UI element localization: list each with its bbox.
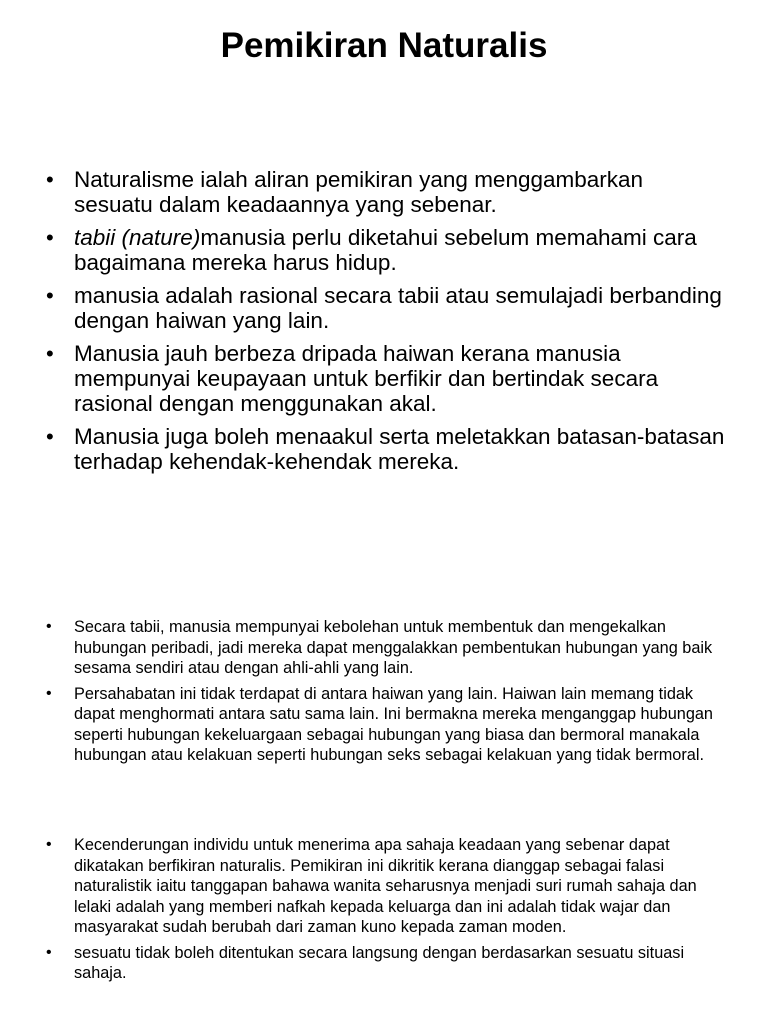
list-item-text-rest: manusia perlu diketahui sebelum memahami cara bagaimana mereka harus hidup.: [74, 225, 697, 275]
detail-bullet-list-2: [46, 835, 726, 989]
list-item-text: manusia adalah rasional secara tabii atau semulajadi berbanding dengan haiwan yang lain.: [74, 283, 722, 333]
italic-term: tabii (nature): [74, 225, 201, 250]
list-item: [46, 617, 726, 679]
main-bullet-list: [46, 167, 726, 482]
list-item-text: Naturalisme ialah aliran pemikiran yang menggambarkan sesuatu dalam keadaannya yang sebenar.: [74, 167, 644, 217]
bullet-icon: •: [46, 836, 52, 853]
list-item: [46, 283, 726, 333]
list-item-text: [74, 225, 726, 275]
detail-bullet-list-1: [46, 617, 726, 771]
list-item: [46, 167, 726, 217]
bullet-icon: •: [46, 283, 54, 308]
list-item-text: Kecenderungan individu untuk menerima apa sahaja keadaan yang sebenar dapat dikatakan berfikiran naturalis. Pemikiran ini dikritik kerana dianggap sebagai falasi naturalistik iaitu tanggapan bahawa wanita seharusnya menjadi suri rumah sahaja dan lelaki adalah yang memberi nafkah kepada keluarga dan ini adalah tidak wajar dan masyarakat sudah berubah dari zaman kuno kepada zaman moden.: [74, 836, 697, 936]
bullet-icon: •: [46, 225, 54, 250]
list-item-text: Persahabatan ini tidak terdapat di antara haiwan yang lain. Haiwan lain memang tidak dapat menghormati antara satu sama lain. Ini bermakna mereka menganggap hubungan seperti hubungan kekeluargaan sebagai hubungan yang biasa dan bermoral manakala hubungan atau kelakuan seperti hubungan seks sebagai kelakuan yang tidak bermoral.: [74, 684, 713, 764]
list-item: [46, 684, 726, 766]
list-item: [46, 835, 726, 938]
list-item-text: Manusia juga boleh menaakul serta meletakkan batasan-batasan terhadap kehendak-kehendak mereka.: [74, 424, 725, 474]
bullet-icon: •: [46, 943, 52, 961]
bullet-icon: •: [46, 618, 52, 635]
bullet-icon: •: [46, 167, 54, 192]
bullet-icon: •: [46, 341, 54, 366]
bullet-icon: •: [46, 684, 52, 702]
list-item-text: sesuatu tidak boleh ditentukan secara langsung dengan berdasarkan sesuatu situasi sahaja.: [74, 943, 685, 982]
page-title: Pemikiran Naturalis: [220, 26, 548, 65]
bullet-icon: •: [46, 424, 54, 449]
list-item-text: Manusia jauh berbeza dripada haiwan kerana manusia mempunyai keupayaan untuk berfikir dan bertindak secara rasional dengan menggunakan akal.: [74, 341, 659, 416]
list-item: [46, 341, 726, 416]
list-item: [46, 943, 726, 984]
list-item-text: Secara tabii, manusia mempunyai kebolehan untuk membentuk dan mengekalkan hubungan peribadi, jadi mereka dapat menggalakkan pembentukan hubungan yang baik sesama sendiri atau dengan ahli-ahli yang lain.: [74, 618, 713, 677]
list-item: [46, 424, 726, 474]
list-item: [46, 225, 726, 275]
